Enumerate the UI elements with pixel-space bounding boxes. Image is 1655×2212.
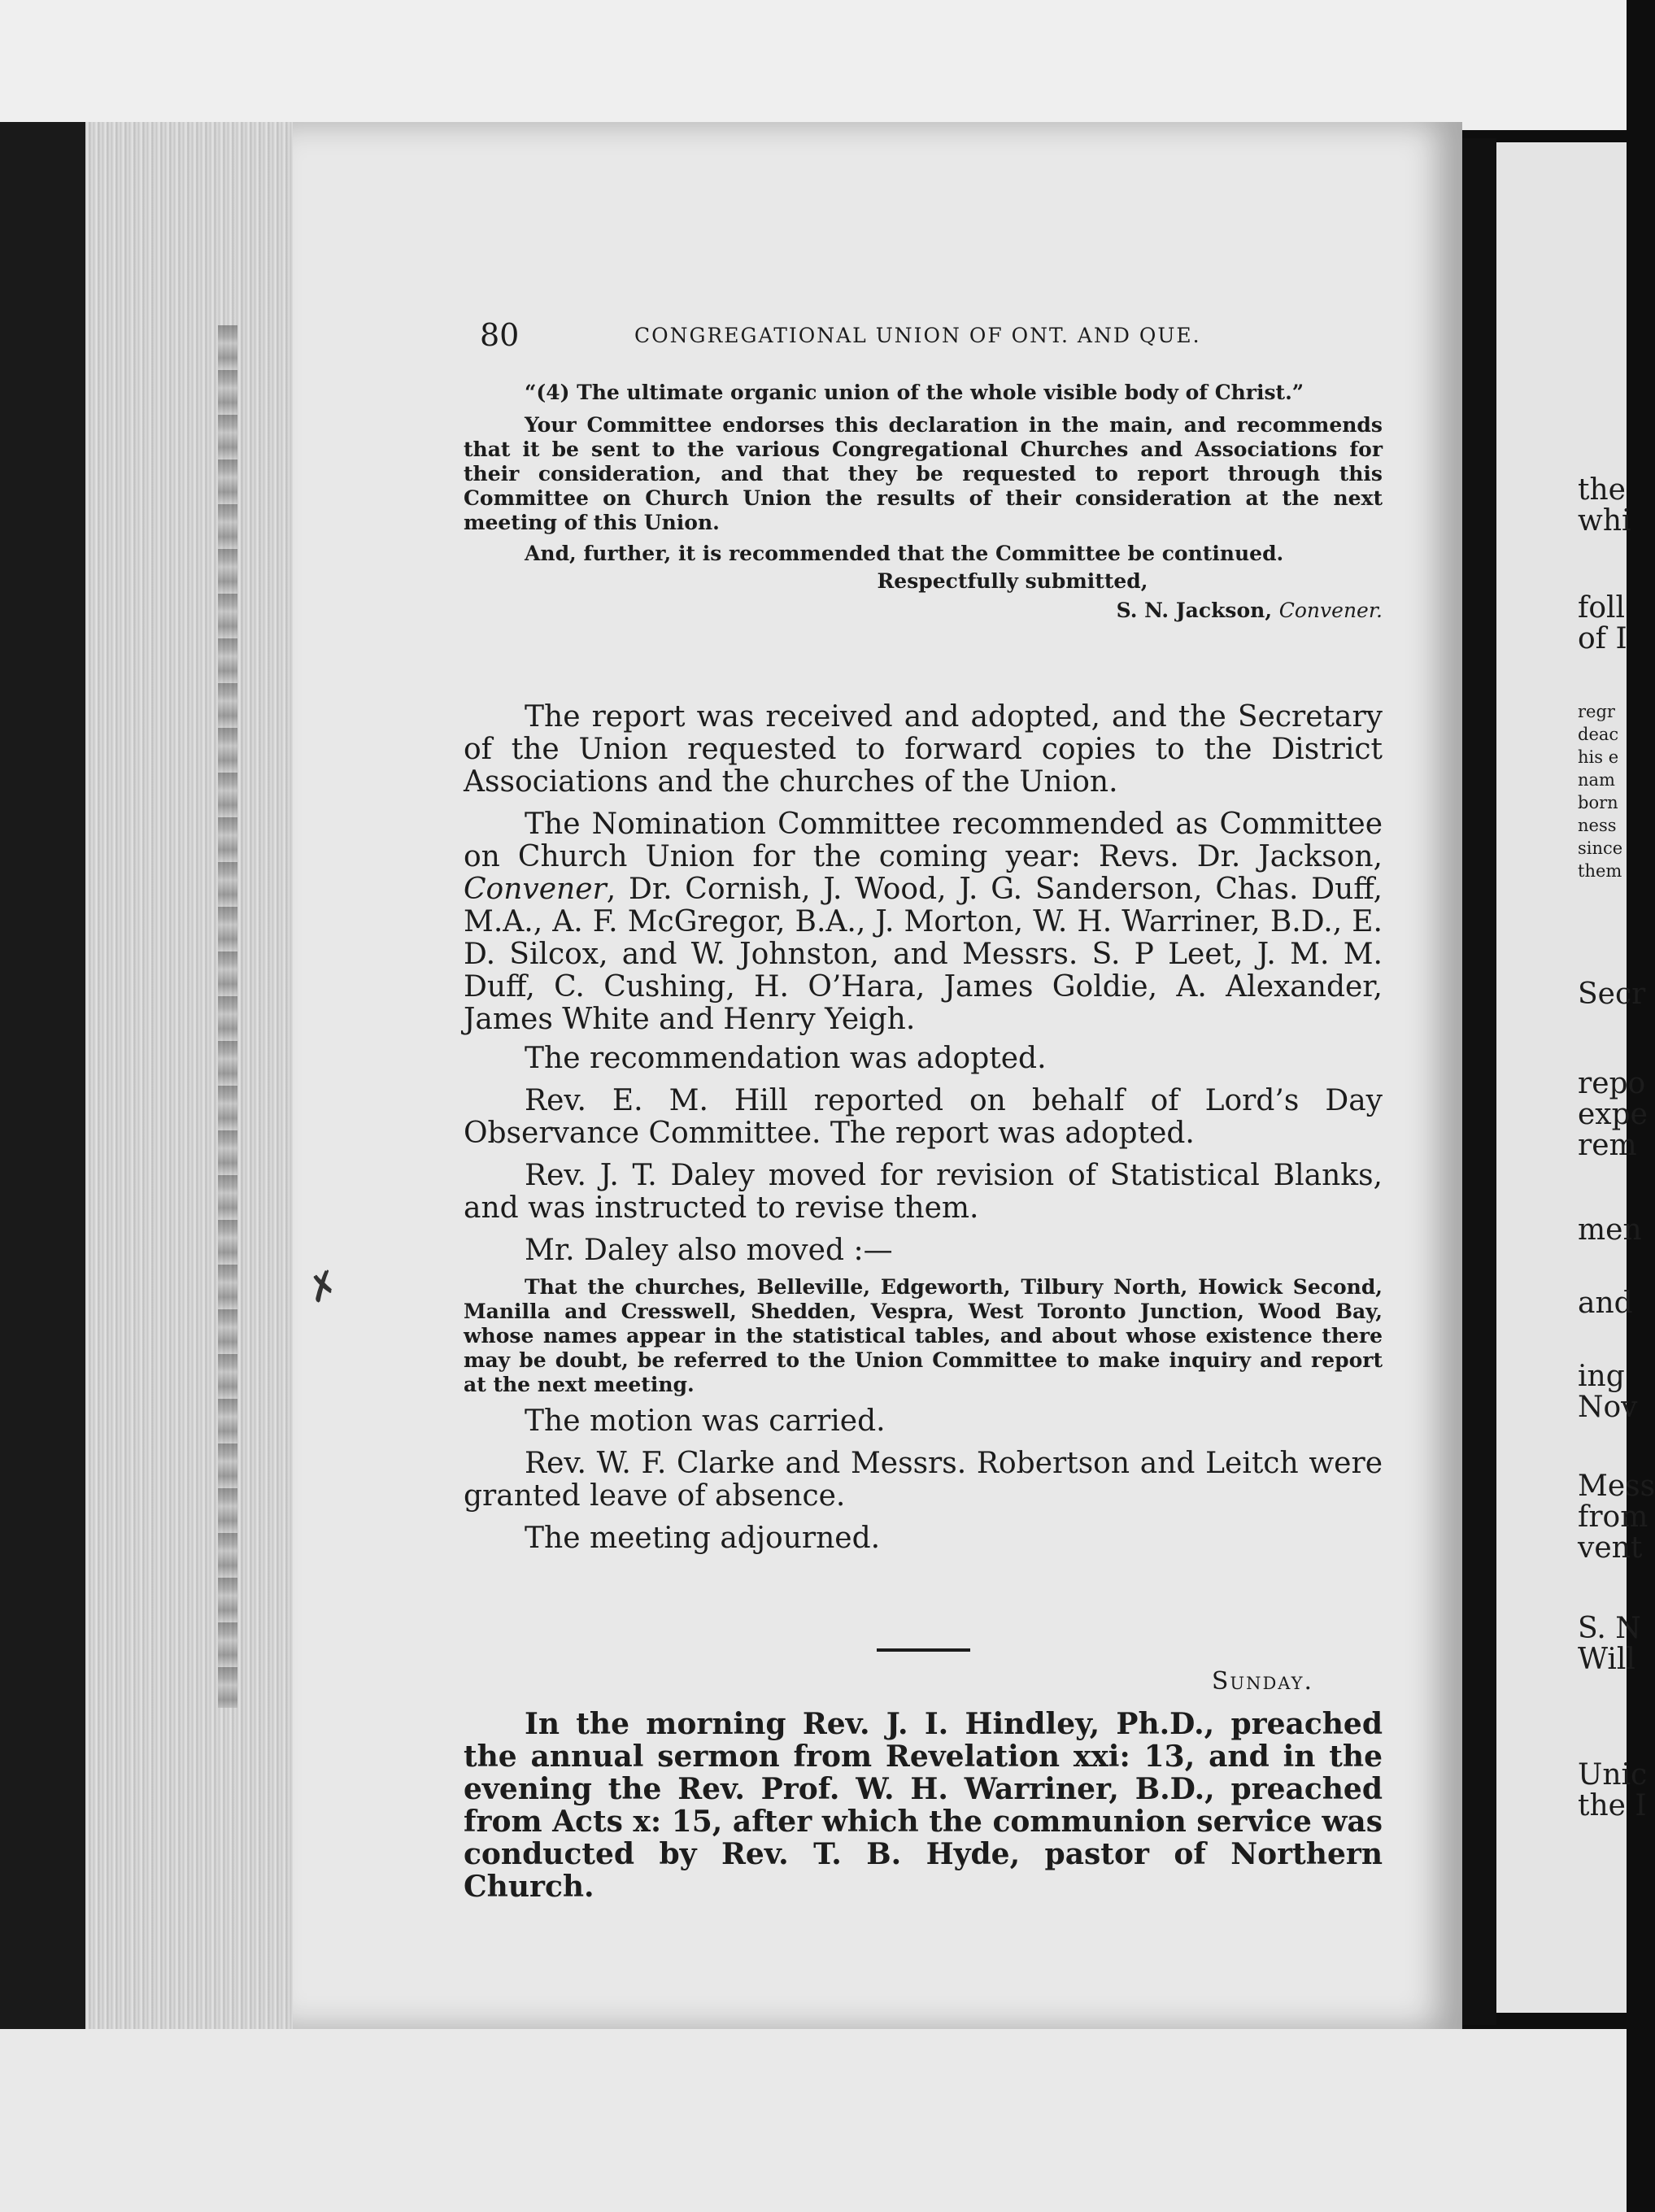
- minutes-paragraph: Mr. Daley also moved :—: [525, 1234, 893, 1267]
- nomination-text-start: The Nomination Committee recommended as Committee on Church Union for the coming year: Revs. Dr. Jackson,: [464, 808, 1383, 873]
- facing-line: ing: [1578, 1360, 1625, 1393]
- minutes-block: [464, 701, 1383, 1555]
- scan-background-top: [0, 0, 1627, 130]
- facing-line: them: [1578, 861, 1622, 881]
- facing-line: rem: [1578, 1129, 1637, 1162]
- page-edges-stack: [85, 122, 293, 2029]
- facing-line: the: [1578, 473, 1626, 507]
- facing-line: nam: [1578, 770, 1615, 790]
- book-cover-edge: [0, 122, 85, 2029]
- minutes-paragraph: The recommendation was adopted.: [525, 1042, 1047, 1075]
- section-divider: [877, 1648, 970, 1652]
- sunday-heading: Sunday.: [1211, 1667, 1313, 1696]
- facing-line: vent: [1578, 1531, 1643, 1565]
- minutes-paragraph: Rev. W. F. Clarke and Messrs. Robertson and Leitch were granted leave of absence.: [464, 1447, 1383, 1513]
- facing-line: deac: [1578, 725, 1619, 744]
- facing-line: Secr: [1578, 978, 1646, 1011]
- facing-page: [1496, 142, 1655, 2013]
- minutes-paragraph: The meeting adjourned.: [525, 1522, 881, 1555]
- report-block: [464, 381, 1383, 623]
- facing-line: born: [1578, 793, 1618, 812]
- facing-line: his e: [1578, 747, 1619, 767]
- sunday-block: [464, 1708, 1383, 1903]
- facing-line: expe: [1578, 1098, 1648, 1131]
- facing-line: men: [1578, 1213, 1642, 1247]
- quote-line: “(4) The ultimate organic union of the whole visible body of Christ.”: [525, 381, 1304, 404]
- motion-text: That the churches, Belleville, Edgeworth, Tilbury North, Howick Second, Manilla and Cresswell, Shedden, Vespra, West Toronto Junction, Wood Bay, whose names appear in the statistical tables, and about whose existence there may be doubt, be referred to the Union Committee to make inquiry and report at the next meeting.: [464, 1275, 1383, 1396]
- facing-line: Nov: [1578, 1391, 1638, 1424]
- minutes-paragraph: Rev. E. M. Hill reported on behalf of Lord’s Day Observance Committee. The report was adopted.: [464, 1084, 1383, 1150]
- facing-line: S. N: [1578, 1612, 1641, 1645]
- page-number: 80: [480, 317, 520, 353]
- facing-line: regr: [1578, 702, 1615, 721]
- margin-mark: ✗: [300, 1261, 346, 1313]
- minutes-paragraph: Rev. J. T. Daley moved for revision of Statistical Blanks, and was instructed to revise them.: [464, 1159, 1383, 1225]
- nomination-paragraph: [464, 808, 1383, 1036]
- facing-line: foll: [1578, 591, 1626, 625]
- binding-shadow: [218, 325, 237, 1708]
- facing-line: and: [1578, 1287, 1633, 1320]
- facing-line: whi: [1578, 504, 1631, 538]
- facing-line: the I: [1578, 1789, 1647, 1822]
- facing-line: of I: [1578, 622, 1627, 655]
- running-head-title: CONGREGATIONAL UNION OF ONT. AND QUE.: [634, 324, 1201, 347]
- facing-line: from: [1578, 1500, 1648, 1534]
- report-closing: Respectfully submitted,: [877, 569, 1148, 593]
- minutes-paragraph: The motion was carried.: [525, 1404, 886, 1438]
- signature-title: Convener.: [1278, 599, 1383, 622]
- facing-line: Will: [1578, 1643, 1635, 1676]
- report-signature: [464, 599, 1383, 623]
- facing-line: Unic: [1578, 1758, 1648, 1792]
- report-paragraph: Your Committee endorses this declaration in the main, and recommends that it be sent to the various Congregational Churches and Associations for their consideration, and that they be requested to report through this Committee on Church Union the results of their consideration at the next meeting of this Union.: [464, 413, 1383, 534]
- facing-line: ness: [1578, 816, 1617, 835]
- scan-background-bottom: [0, 2029, 1627, 2212]
- minutes-paragraph: The report was received and adopted, and the Secretary of the Union requested to forward copies to the District Associations and the churches of the Union.: [464, 700, 1383, 799]
- facing-line: since: [1578, 838, 1623, 858]
- book-gutter: [1462, 138, 1496, 2025]
- nomination-text-end: , Dr. Cornish, J. Wood, J. G. Sanderson, Chas. Duff, M.A., A. F. McGregor, B.A., J. Morton, W. H. Warriner, B.D., E. D. Silcox, and W. Johnston, and Messrs. S. P Leet, J. M. M. Duff, C. Cushing, H. O’Hara, James Goldie, A. Alexander, James White and Henry Yeigh.: [464, 873, 1383, 1036]
- facing-line: repo: [1578, 1067, 1646, 1100]
- signature-name: S. N. Jackson,: [1116, 599, 1273, 622]
- sunday-paragraph: In the morning Rev. J. I. Hindley, Ph.D., preached the annual sermon from Revelation xxi: 13, and in the evening the Rev. Prof. W. H. Warriner, B.D., preached from Acts x: 15, after which the communion service was conducted by Rev. T. B. Hyde, pastor of Northern Church.: [464, 1707, 1383, 1904]
- running-head: [480, 317, 1383, 355]
- convener-word: Convener: [464, 873, 607, 906]
- report-paragraph: And, further, it is recommended that the Committee be continued.: [525, 542, 1284, 565]
- facing-line: Mess: [1578, 1470, 1655, 1503]
